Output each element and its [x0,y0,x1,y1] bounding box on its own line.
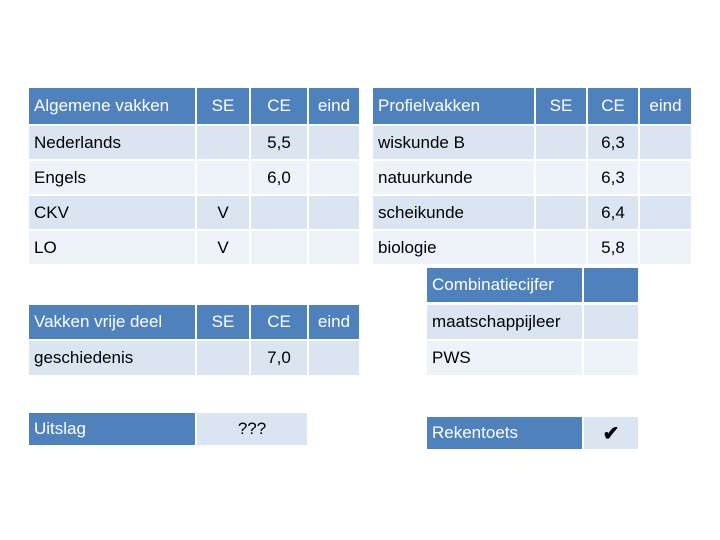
ce-cell: 7,0 [251,341,307,375]
ce-cell: 6,3 [588,126,638,159]
ce-cell: 6,0 [251,161,307,194]
se-header: SE [536,88,586,124]
rekentoets-label: Rekentoets [427,417,582,449]
se-header: SE [197,305,249,339]
uitslag-label: Uitslag [29,413,195,445]
algemene-vakken-header: Algemene vakken [29,88,195,124]
se-cell [536,161,586,194]
ce-cell: 5,5 [251,126,307,159]
subject-cell: maatschappijleer [427,305,582,339]
se-header: SE [197,88,249,124]
subject-cell: geschiedenis [29,341,195,375]
se-cell: V [197,231,249,264]
subject-cell: CKV [29,196,195,229]
vrije-deel-header: Vakken vrije deel [29,305,195,339]
eind-cell [309,231,359,264]
se-cell [197,341,249,375]
se-cell [536,231,586,264]
se-cell [536,196,586,229]
se-cell [536,126,586,159]
eind-cell [640,196,691,229]
eind-cell [640,126,691,159]
eind-cell [309,341,359,375]
subject-cell: Nederlands [29,126,195,159]
eind-header: eind [309,88,359,124]
grade-cell [584,341,638,375]
se-cell [197,161,249,194]
subject-cell: biologie [373,231,534,264]
ce-cell [251,196,307,229]
checkmark-icon: ✔ [584,417,638,449]
subject-cell: wiskunde B [373,126,534,159]
subject-cell: PWS [427,341,582,375]
grade-cell [584,305,638,339]
se-cell: V [197,196,249,229]
ce-cell: 5,8 [588,231,638,264]
eind-header: eind [640,88,691,124]
eind-header: eind [309,305,359,339]
uitslag-value: ??? [197,413,307,445]
ce-header: CE [251,305,307,339]
ce-cell: 6,3 [588,161,638,194]
eind-cell [640,231,691,264]
subject-cell: scheikunde [373,196,534,229]
combinatiecijfer-header-value [584,268,638,302]
subject-cell: Engels [29,161,195,194]
profielvakken-header: Profielvakken [373,88,534,124]
ce-cell: 6,4 [588,196,638,229]
eind-cell [640,161,691,194]
subject-cell: LO [29,231,195,264]
se-cell [197,126,249,159]
ce-header: CE [251,88,307,124]
combinatiecijfer-header: Combinatiecijfer [427,268,582,302]
ce-header: CE [588,88,638,124]
eind-cell [309,161,359,194]
eind-cell [309,196,359,229]
subject-cell: natuurkunde [373,161,534,194]
ce-cell [251,231,307,264]
eind-cell [309,126,359,159]
